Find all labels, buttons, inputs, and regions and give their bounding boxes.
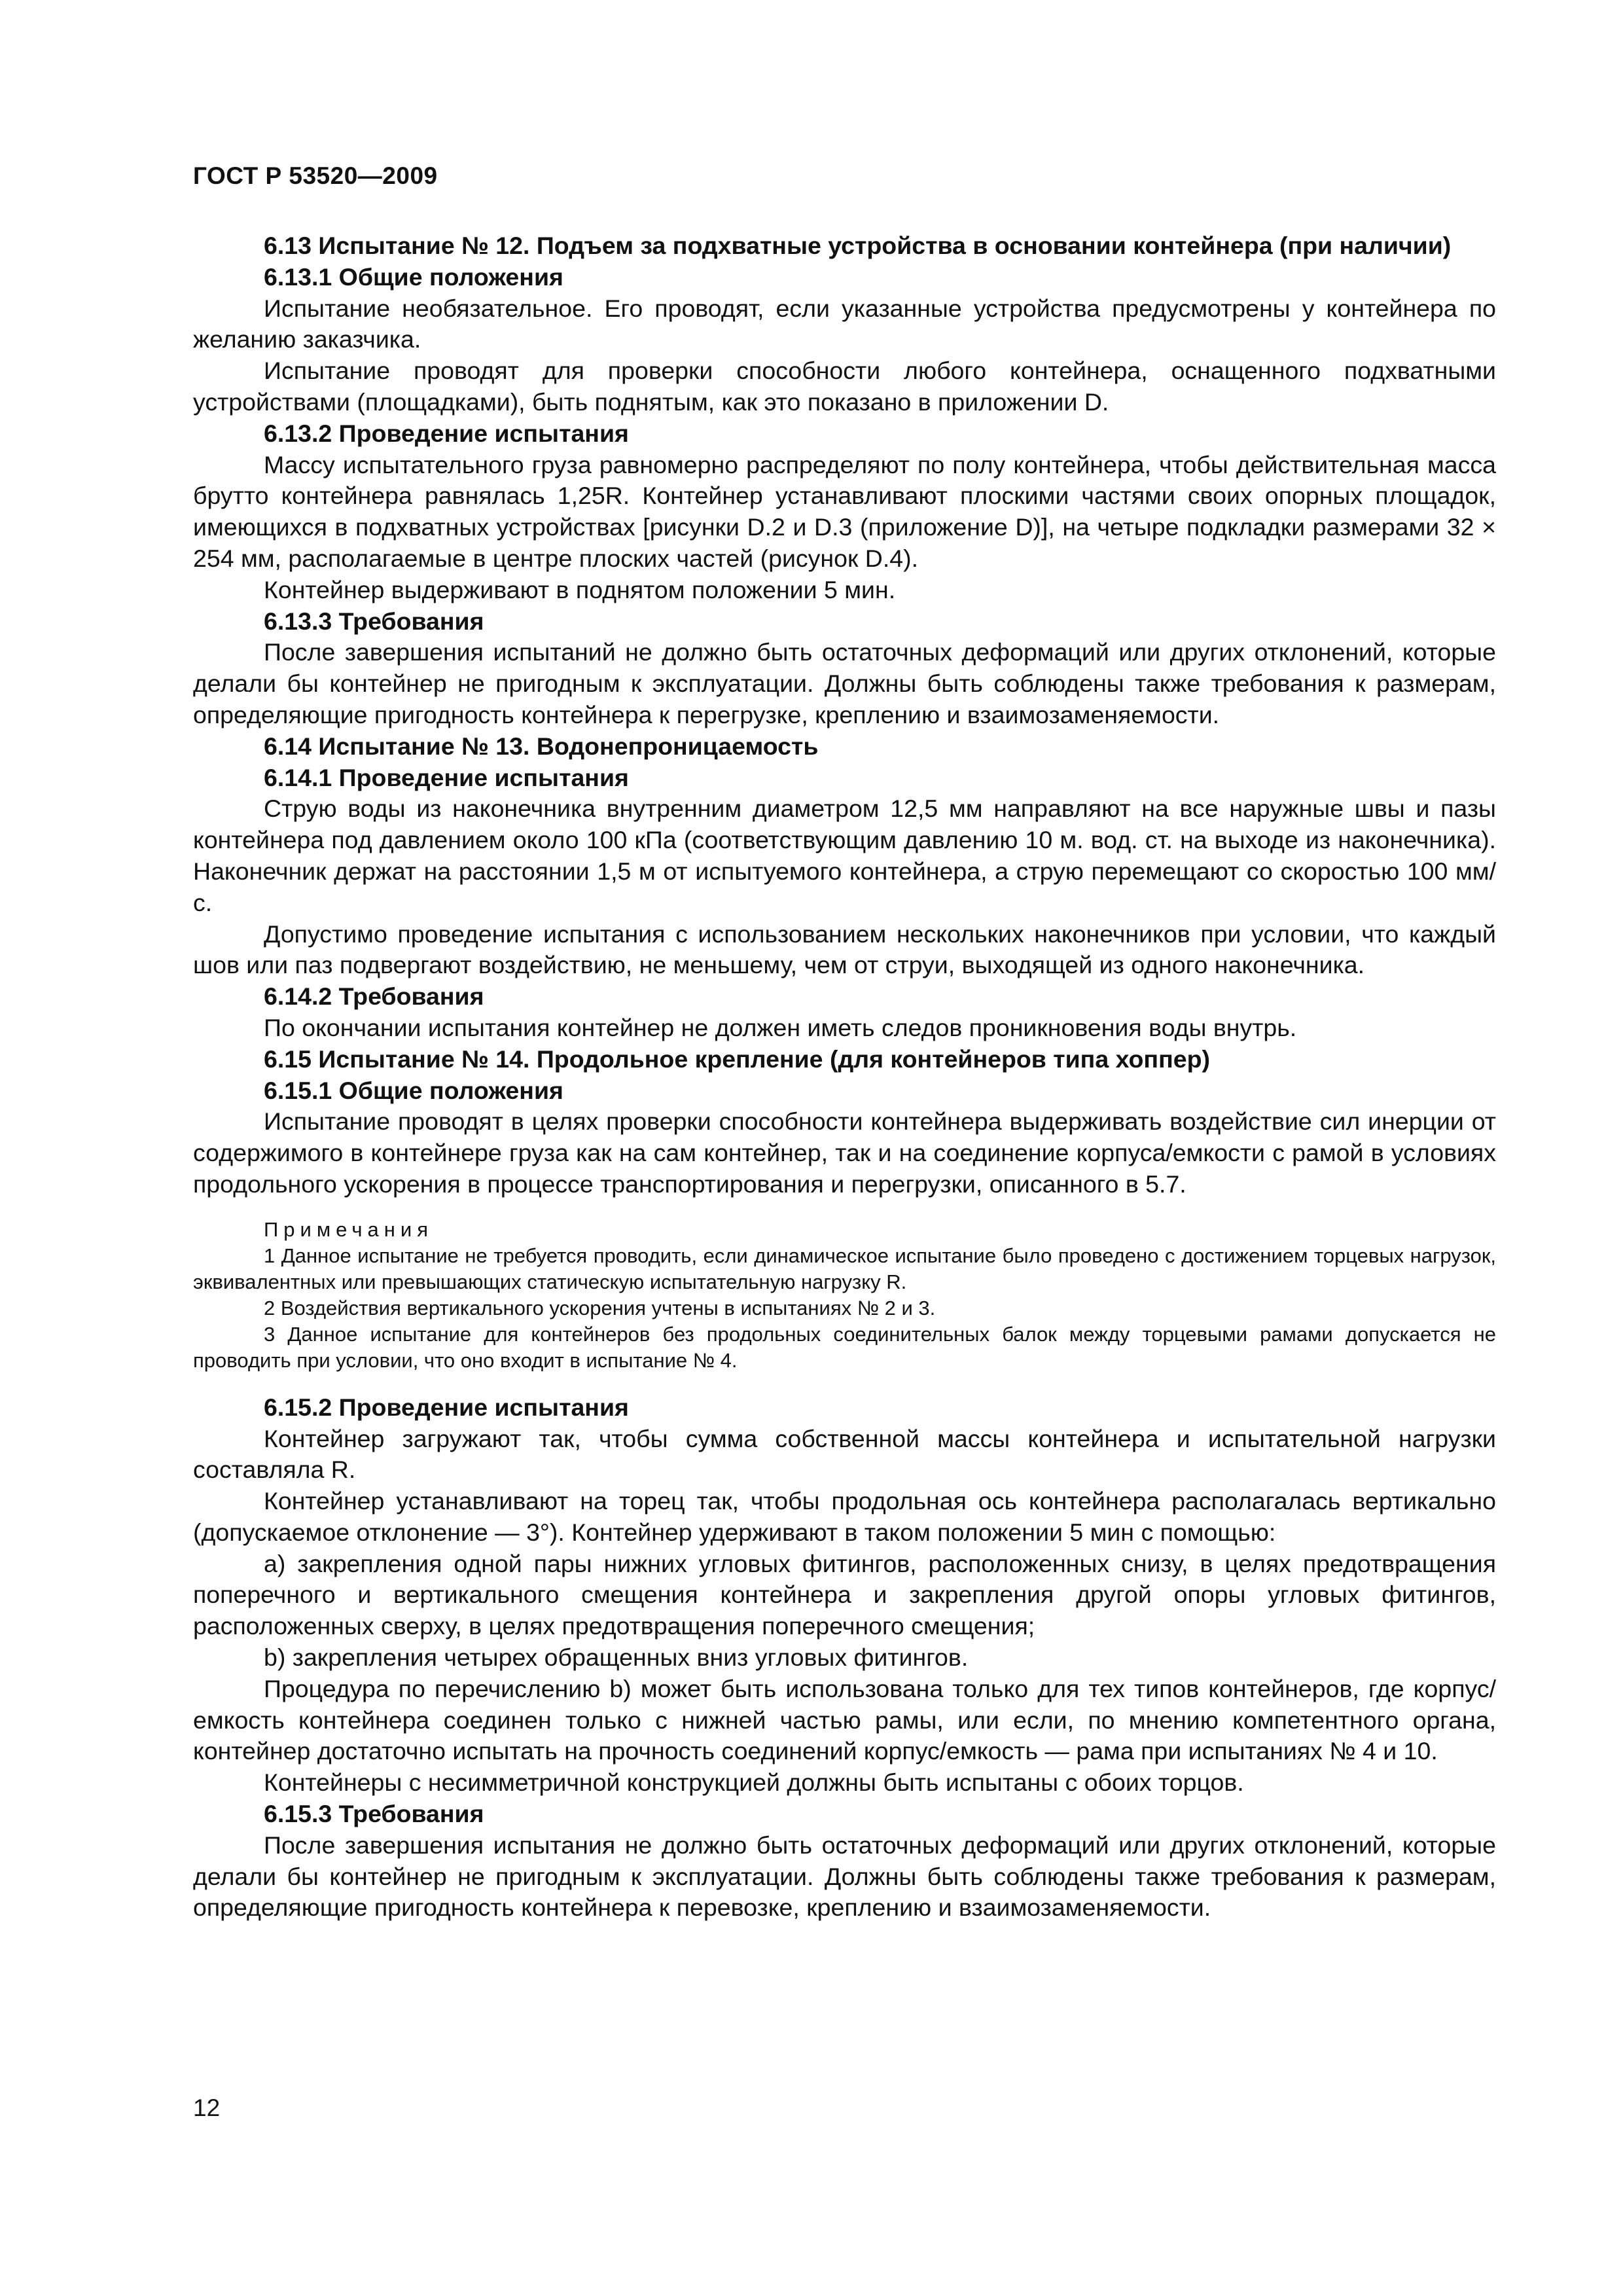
section-6-14-2-paragraph-1: По окончании испытания контейнер не должен иметь следов проникновения воды внутрь.: [264, 1013, 1297, 1041]
section-6-14-1-paragraph-1: Струю воды из наконечника внутренним диаметром 12,5 мм направляют на все наружные швы и пазы контейнера под давлением около 100 кПа (соответствующим давлению 10 м. вод. ст. на выходе из наконечника). Наконечник держат на расстоянии 1,5 м от испытуемого контейнера, а струю перемещают со скоростью 100 мм/с.: [193, 795, 1496, 916]
notes-block: [193, 1217, 1496, 1374]
section-6-15-2-title: 6.15.2 Проведение испытания: [264, 1393, 629, 1421]
section-6-13-2-paragraph-2: Контейнер выдерживают в поднятом положении 5 мин.: [264, 575, 896, 603]
section-6-13-2-title: 6.13.2 Проведение испытания: [264, 419, 629, 447]
section-6-13-title: 6.13 Испытание № 12. Подъем за подхватные устройства в основании контейнера (при наличии): [264, 232, 1452, 259]
page-number: 12: [193, 2094, 221, 2121]
section-6-15-2-paragraph-1: Контейнер загружают так, чтобы сумма собственной массы контейнера и испытательной нагрузки составляла R.: [193, 1424, 1496, 1484]
document-body: [193, 230, 1496, 1924]
document-header: ГОСТ Р 53520—2009: [193, 162, 438, 189]
section-6-15-2-item-a: а) закрепления одной пары нижних угловых фитингов, расположенных снизу, в целях предотвращения поперечного и вертикального смещения контейнера и закрепления другой опоры угловых фитингов, расположенных сверху, в целях предотвращения поперечного смещения;: [193, 1549, 1496, 1640]
section-6-15-2-paragraph-2: Контейнер устанавливают на торец так, чтобы продольная ось контейнера располагалась вертикально (допускаемое отклонение — 3°). Контейнер удерживают в таком положении 5 мин с помощью:: [193, 1487, 1496, 1546]
section-6-15-1-title: 6.15.1 Общие положения: [264, 1076, 563, 1104]
section-6-15-3-paragraph-1: После завершения испытания не должно быть остаточных деформаций или других отклонений, которые делали бы контейнер не пригодным к эксплуатации. Должны быть соблюдены также требования к размерам, определяющие пригодность контейнера к перевозке, креплению и взаимозаменяемости.: [193, 1831, 1496, 1922]
notes-title: Примечания: [264, 1217, 433, 1241]
note-2: 2 Воздействия вертикального ускорения учтены в испытаниях № 2 и 3.: [264, 1296, 936, 1319]
section-6-15-3-title: 6.15.3 Требования: [264, 1800, 484, 1828]
section-6-14-1-title: 6.14.1 Проведение испытания: [264, 763, 629, 791]
section-6-13-1-paragraph-1: Испытание необязательное. Его проводят, если указанные устройства предусмотрены у контейнера по желанию заказчика.: [193, 294, 1496, 353]
note-3: 3 Данное испытание для контейнеров без продольных соединительных балок между торцевыми рамами допускается не проводить при условии, что оно входит в испытание № 4.: [193, 1322, 1496, 1372]
section-6-15-title: 6.15 Испытание № 14. Продольное крепление (для контейнеров типа хоппер): [264, 1045, 1210, 1073]
section-6-15-2-paragraph-4: Контейнеры с несимметричной конструкцией должны быть испытаны с обоих торцов.: [264, 1768, 1244, 1797]
section-6-13-3-paragraph-1: После завершения испытаний не должно быть остаточных деформаций или других отклонений, которые делали бы контейнер не пригодным к эксплуатации. Должны быть соблюдены также требования к размерам, определяющие пригодность контейнера к перегрузке, креплению и взаимозаменяемости.: [193, 638, 1496, 728]
section-6-13-1-title: 6.13.1 Общие положения: [264, 262, 563, 291]
section-6-14-1-paragraph-2: Допустимо проведение испытания с использованием нескольких наконечников при условии, что каждый шов или паз подвергают воздействию, не меньшему, чем от струи, выходящей из одного наконечника.: [193, 920, 1496, 979]
section-6-13-3-title: 6.13.3 Требования: [264, 607, 484, 635]
note-1: 1 Данное испытание не требуется проводить, если динамическое испытание было проведено с достижением торцевых нагрузок, эквивалентных или превышающих статическую испытательную нагрузку R.: [193, 1244, 1496, 1293]
section-6-14-2-title: 6.14.2 Требования: [264, 982, 484, 1011]
section-6-15-2-paragraph-3: Процедура по перечислению b) может быть использована только для тех типов контейнеров, где корпус/емкость контейнера соединен только с нижней частью рамы, или если, по мнению компетентного органа, контейнер достаточно испытать на прочность соединений корпус/емкость — рама при испытаниях № 4 и 10.: [193, 1674, 1496, 1765]
section-6-14-title: 6.14 Испытание № 13. Водонепроницаемость: [264, 732, 819, 760]
section-6-15-2-item-b: b) закрепления четырех обращенных вниз угловых фитингов.: [264, 1643, 969, 1672]
section-6-13-1-paragraph-2: Испытание проводят для проверки способности любого контейнера, оснащенного подхватными устройствами (площадками), быть поднятым, как это показано в приложении D.: [193, 357, 1496, 416]
section-6-15-1-paragraph-1: Испытание проводят в целях проверки способности контейнера выдерживать воздействие сил инерции от содержимого в контейнере груза как на сам контейнер, так и на соединение корпуса/емкости с рамой в условиях продольного ускорения в процессе транспортирования и перегрузки, описанного в 5.7.: [193, 1107, 1496, 1198]
section-6-13-2-paragraph-1: Массу испытательного груза равномерно распределяют по полу контейнера, чтобы действительная масса брутто контейнера равнялась 1,25R. Контейнер устанавливают плоскими частями своих опорных площадок, имеющихся в подхватных устройствах [рисунки D.2 и D.3 (приложение D)], на четыре подкладки размерами 32 × 254 мм, располагаемые в центре плоских частей (рисунок D.4).: [193, 450, 1496, 572]
